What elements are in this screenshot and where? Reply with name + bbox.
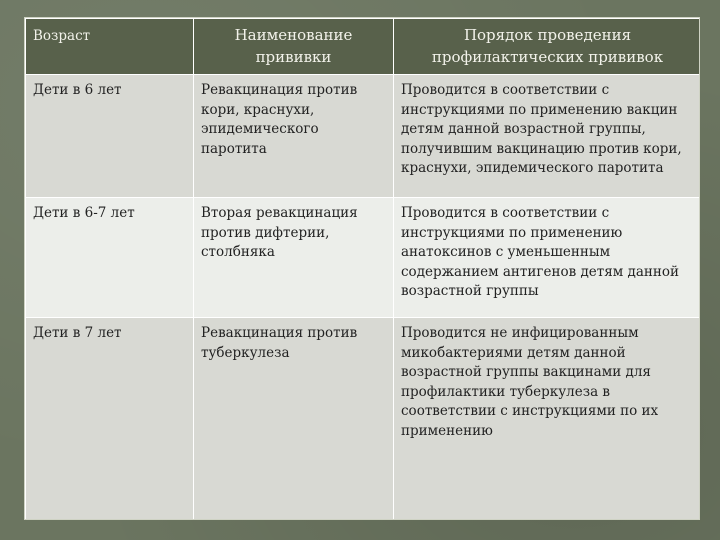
table-row — [26, 318, 701, 521]
header-age: Возраст — [26, 19, 194, 75]
cell-vaccine-name: Ревакцинация против кори, краснухи, эпидемического паротита — [194, 75, 394, 198]
table-row — [26, 198, 701, 318]
cell-age: Дети в 6 лет — [26, 75, 194, 198]
cell-age: Дети в 7 лет — [26, 318, 194, 521]
vaccination-table-frame — [24, 17, 700, 520]
cell-procedure: Проводится не инфицированным микобактериями детям данной возрастной группы вакцинами для профилактики туберкулеза в соответствии с инструкциями по их применению — [394, 318, 701, 521]
cell-procedure: Проводится в соответствии с инструкциями по применению анатоксинов с уменьшенным содержанием антигенов детям данной возрастной группы — [394, 198, 701, 318]
table-row — [26, 75, 701, 198]
header-procedure: Порядок проведения профилактических прививок — [394, 19, 701, 75]
header-vaccine-name: Наименование прививки — [194, 19, 394, 75]
cell-vaccine-name: Вторая ревакцинация против дифтерии, столбняка — [194, 198, 394, 318]
cell-procedure: Проводится в соответствии с инструкциями по применению вакцин детям данной возрастной группы, получившим вакцинацию против кори, краснухи, эпидемического паротита — [394, 75, 701, 198]
cell-vaccine-name: Ревакцинация против туберкулеза — [194, 318, 394, 521]
vaccination-schedule-table — [25, 18, 700, 520]
table-header-row — [26, 19, 701, 75]
cell-age: Дети в 6-7 лет — [26, 198, 194, 318]
